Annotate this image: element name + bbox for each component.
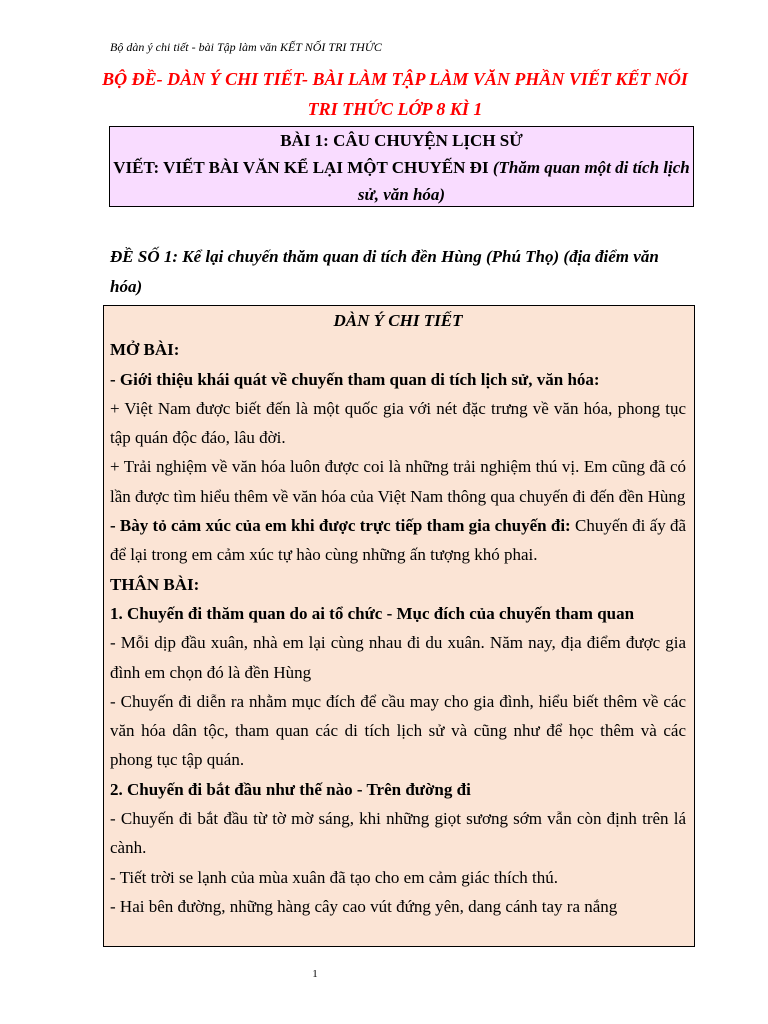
outline-box — [103, 305, 695, 947]
lesson-writing-task — [110, 154, 693, 208]
section-mo-bai: MỞ BÀI: — [110, 340, 180, 360]
outline-item: - Giới thiệu khái quát về chuyến tham quan di tích lịch sử, văn hóa: — [110, 369, 600, 389]
writing-task-detail: (Thăm quan một di tích lịch sử, văn hóa) — [357, 158, 690, 204]
outline-heading: DÀN Ý CHI TIẾT — [333, 311, 463, 330]
outline-item: - Chuyến đi diễn ra nhằm mục đích để cầu may cho gia đình, hiểu biết thêm về các văn hóa dân tộc, tham quan các di tích lịch sử và cũng như để học thêm và các phong tục tập quán. — [110, 691, 686, 770]
writing-task-label: VIẾT: VIẾT BÀI VĂN KỂ LẠI MỘT CHUYẾN ĐI — [113, 158, 489, 177]
outline-item: + Việt Nam được biết đến là một quốc gia với nét đặc trưng về văn hóa, phong tục tập quán độc đáo, lâu đời. — [110, 398, 686, 448]
outline-item: - Hai bên đường, những hàng cây cao vút đứng yên, dang cánh tay ra nắng — [110, 896, 618, 916]
subsection-heading: 1. Chuyến đi thăm quan do ai tổ chức - Mục đích của chuyến tham quan — [110, 603, 635, 623]
outline-item — [110, 511, 686, 570]
lesson-title: BÀI 1: CÂU CHUYỆN LỊCH SỬ — [280, 131, 523, 150]
outline-item-text: Chuyến đi ấy đã để lại trong em cảm xúc tự hào cùng những ấn tượng khó phai. — [110, 516, 687, 565]
topic-heading: ĐỀ SỐ 1: Kể lại chuyến thăm quan di tích đền Hùng (Phú Thọ) (địa điểm văn hóa) — [110, 247, 659, 296]
section-than-bai: THÂN BÀI: — [110, 574, 200, 594]
running-header: Bộ dàn ý chi tiết - bài Tập làm văn KẾT NỐI TRI THỨC — [110, 40, 382, 54]
outline-item: - Mỗi dịp đầu xuân, nhà em lại cùng nhau đi du xuân. Năm nay, địa điểm được gia đình em chọn đó là đền Hùng — [110, 633, 686, 682]
outline-item: + Trải nghiệm về văn hóa luôn được coi là những trải nghiệm thú vị. Em cũng đã có lần được tìm hiểu thêm về văn hóa của Việt Nam thông qua chuyến đi đến đền Hùng — [110, 457, 686, 506]
subsection-heading: 2. Chuyến đi bắt đầu như thế nào - Trên đường đi — [110, 779, 471, 799]
document-title: BỘ ĐỀ- DÀN Ý CHI TIẾT- BÀI LÀM TẬP LÀM VĂN PHẦN VIẾT KẾT NỐI TRI THỨC LỚP 8 KÌ 1 — [102, 69, 688, 119]
outline-item-lead: - Bày tỏ cảm xúc của em khi được trực tiếp tham gia chuyến đi: — [110, 516, 571, 536]
lesson-box — [109, 126, 694, 207]
outline-item: - Chuyến đi bắt đầu từ tờ mờ sáng, khi những giọt sương sớm vẫn còn định trên lá cành. — [110, 809, 686, 858]
page-number: 1 — [312, 968, 318, 980]
outline-item: - Tiết trời se lạnh của mùa xuân đã tạo cho em cảm giác thích thú. — [110, 867, 559, 887]
